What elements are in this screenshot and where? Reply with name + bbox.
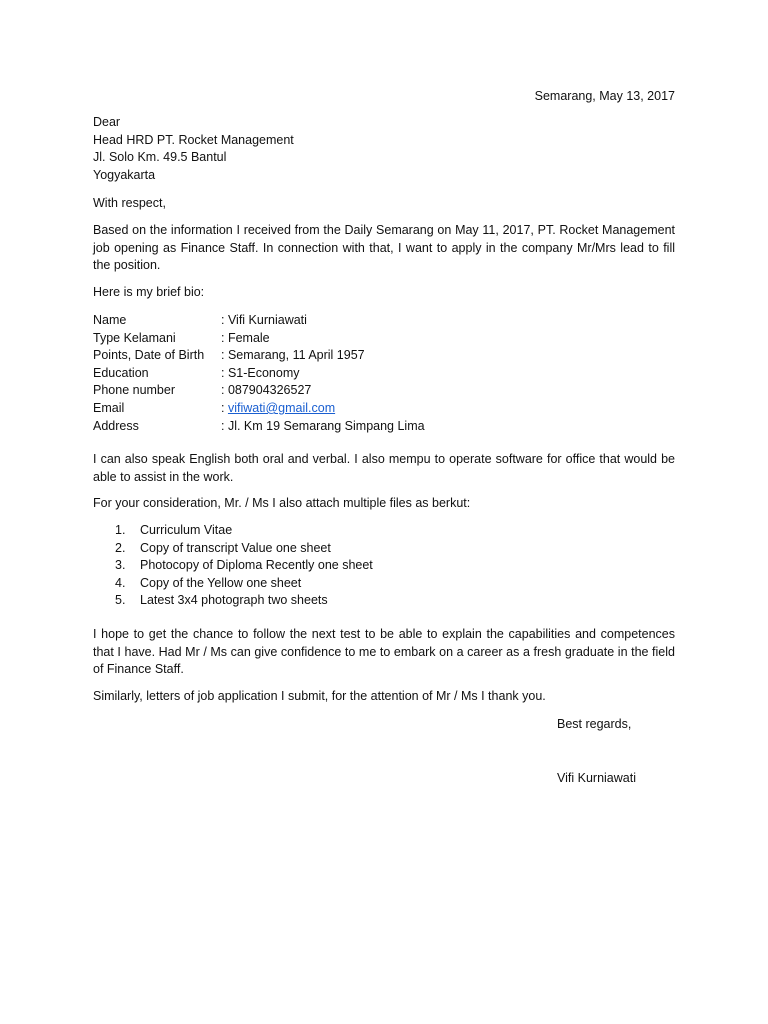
paragraph-intro: Based on the information I received from the Daily Semarang on May 11, 2017, PT. Rocket Management job opening as Finance Staff. In connection with that, I want to apply in the company Mr/Mrs lead to fill the position. [93,223,675,273]
bio-value: : S1-Economy [221,365,300,380]
bio-value: : Jl. Km 19 Semarang Simpang Lima [221,418,425,433]
bio-label: Education [93,365,149,380]
paragraph-close: Similarly, letters of job application I submit, for the attention of Mr / Ms I thank you. [93,689,546,703]
signer-name: Vifi Kurniawati [557,771,636,785]
list-text: Photocopy of Diploma Recently one sheet [140,558,373,573]
bio-value: : Vifi Kurniawati [221,313,307,327]
bio-label: Name [93,313,127,327]
list-number: 5. [115,593,126,608]
paragraph-attach: For your consideration, Mr. / Ms I also attach multiple files as berkut: [93,496,471,510]
bio-value: : Female [221,330,270,345]
bio-label: Address [93,418,139,433]
list-number: 4. [115,575,126,590]
bio-value: : Semarang, 11 April 1957 [221,348,365,363]
salutation: Dear [93,115,121,129]
list-text: Latest 3x4 photograph two sheets [140,593,328,608]
email-link[interactable]: vifiwati@gmail.com [227,400,336,415]
recipient-address [93,114,294,184]
email-prefix: : [221,400,228,415]
recipient-street: Jl. Solo Km. 49.5 Bantul [93,150,227,165]
list-text: Curriculum Vitae [140,523,233,537]
list-number: 3. [115,558,126,573]
paragraph-skills: I can also speak English both oral and verbal. I also mempu to operate software for office that would be able to assist in the work. [93,452,675,484]
recipient-city: Yogyakarta [93,167,156,182]
bio-value: : 087904326527 [221,383,312,398]
bio-label: Phone number [93,383,176,398]
bio-heading: Here is my brief bio: [93,285,205,299]
greeting: With respect, [93,196,166,210]
recipient-name: Head HRD PT. Rocket Management [93,132,294,147]
bio-value [221,400,335,418]
bio-label: Type Kelamani [93,330,176,345]
list-number: 2. [115,540,126,555]
list-text: Copy of transcript Value one sheet [140,540,331,555]
bio-label: Email [93,400,125,415]
bio-label: Points, Date of Birth [93,348,205,363]
paragraph-hope: I hope to get the chance to follow the next test to be able to explain the capabilities and competences that I have. Had Mr / Ms can give confidence to me to embark on a career as a fresh graduate in the field of Finance Staff. [93,627,675,677]
letter-date: Semarang, May 13, 2017 [534,89,675,103]
list-text: Copy of the Yellow one sheet [140,575,302,590]
list-number: 1. [115,523,126,537]
closing-regards: Best regards, [557,717,632,731]
